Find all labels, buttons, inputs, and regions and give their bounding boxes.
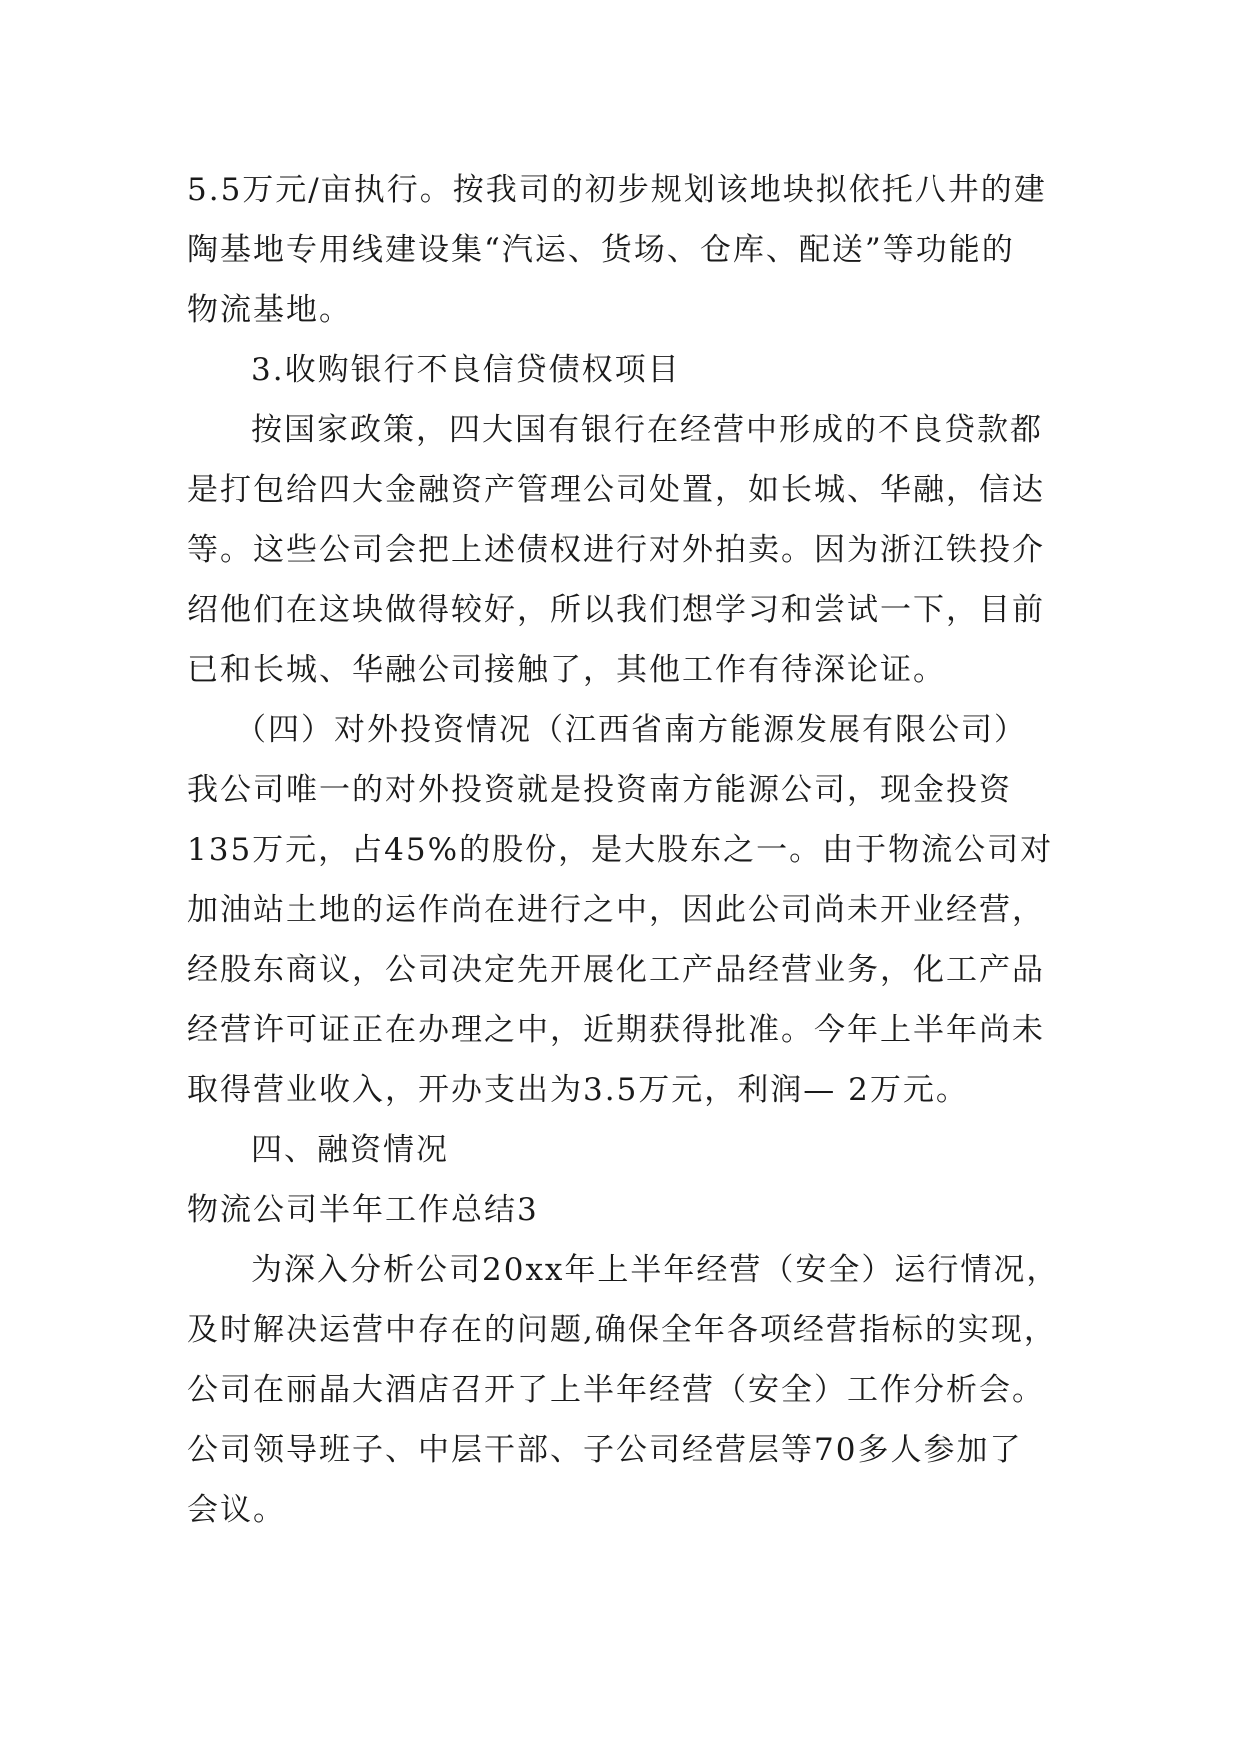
document-title: 物流公司半年工作总结3: [187, 1192, 539, 1228]
text-line: 公司在丽晶大酒店召开了上半年经营（安全）工作分析会。: [187, 1372, 1045, 1408]
text-line: 经股东商议，公司决定先开展化工产品经营业务，化工产品: [187, 952, 1045, 988]
text-line: 等。这些公司会把上述债权进行对外拍卖。因为浙江铁投介: [187, 532, 1045, 568]
section-heading: 3.收购银行不良信贷债权项目: [251, 352, 681, 388]
section-heading: （四）对外投资情况（江西省南方能源发展有限公司）: [235, 712, 1027, 748]
text-line: 是打包给四大金融资产管理公司处置，如长城、华融，信达: [187, 472, 1045, 508]
text-line: 物流基地。: [187, 292, 352, 328]
section-heading: 四、融资情况: [251, 1132, 449, 1168]
text-line: 135万元，占45%的股份，是大股东之一。由于物流公司对: [187, 832, 1054, 868]
text-line: 及时解决运营中存在的问题,确保全年各项经营指标的实现，: [187, 1312, 1057, 1348]
text-line: 5.5万元/亩执行。按我司的初步规划该地块拟依托八井的建: [187, 172, 1047, 208]
text-line: 陶基地专用线建设集“汽运、货场、仓库、配送”等功能的: [187, 232, 1015, 268]
text-line: 公司领导班子、中层干部、子公司经营层等70多人参加了: [187, 1432, 1023, 1468]
text-line: 取得营业收入，开办支出为3.5万元，利润— 2万元。: [187, 1072, 969, 1108]
text-line: 已和长城、华融公司接触了，其他工作有待深论证。: [187, 652, 946, 688]
document-body: [187, 160, 1067, 1540]
paragraph-start: 为深入分析公司20xx年上半年经营（安全）运行情况，: [251, 1252, 1060, 1288]
text-line: 我公司唯一的对外投资就是投资南方能源公司，现金投资: [187, 772, 1012, 808]
paragraph-start: 按国家政策，四大国有银行在经营中形成的不良贷款都: [251, 412, 1043, 448]
text-line: 绍他们在这块做得较好，所以我们想学习和尝试一下，目前: [187, 592, 1045, 628]
text-line: 加油站土地的运作尚在进行之中，因此公司尚未开业经营，: [187, 892, 1045, 928]
text-line: 经营许可证正在办理之中，近期获得批准。今年上半年尚未: [187, 1012, 1045, 1048]
text-line: 会议。: [187, 1492, 286, 1528]
